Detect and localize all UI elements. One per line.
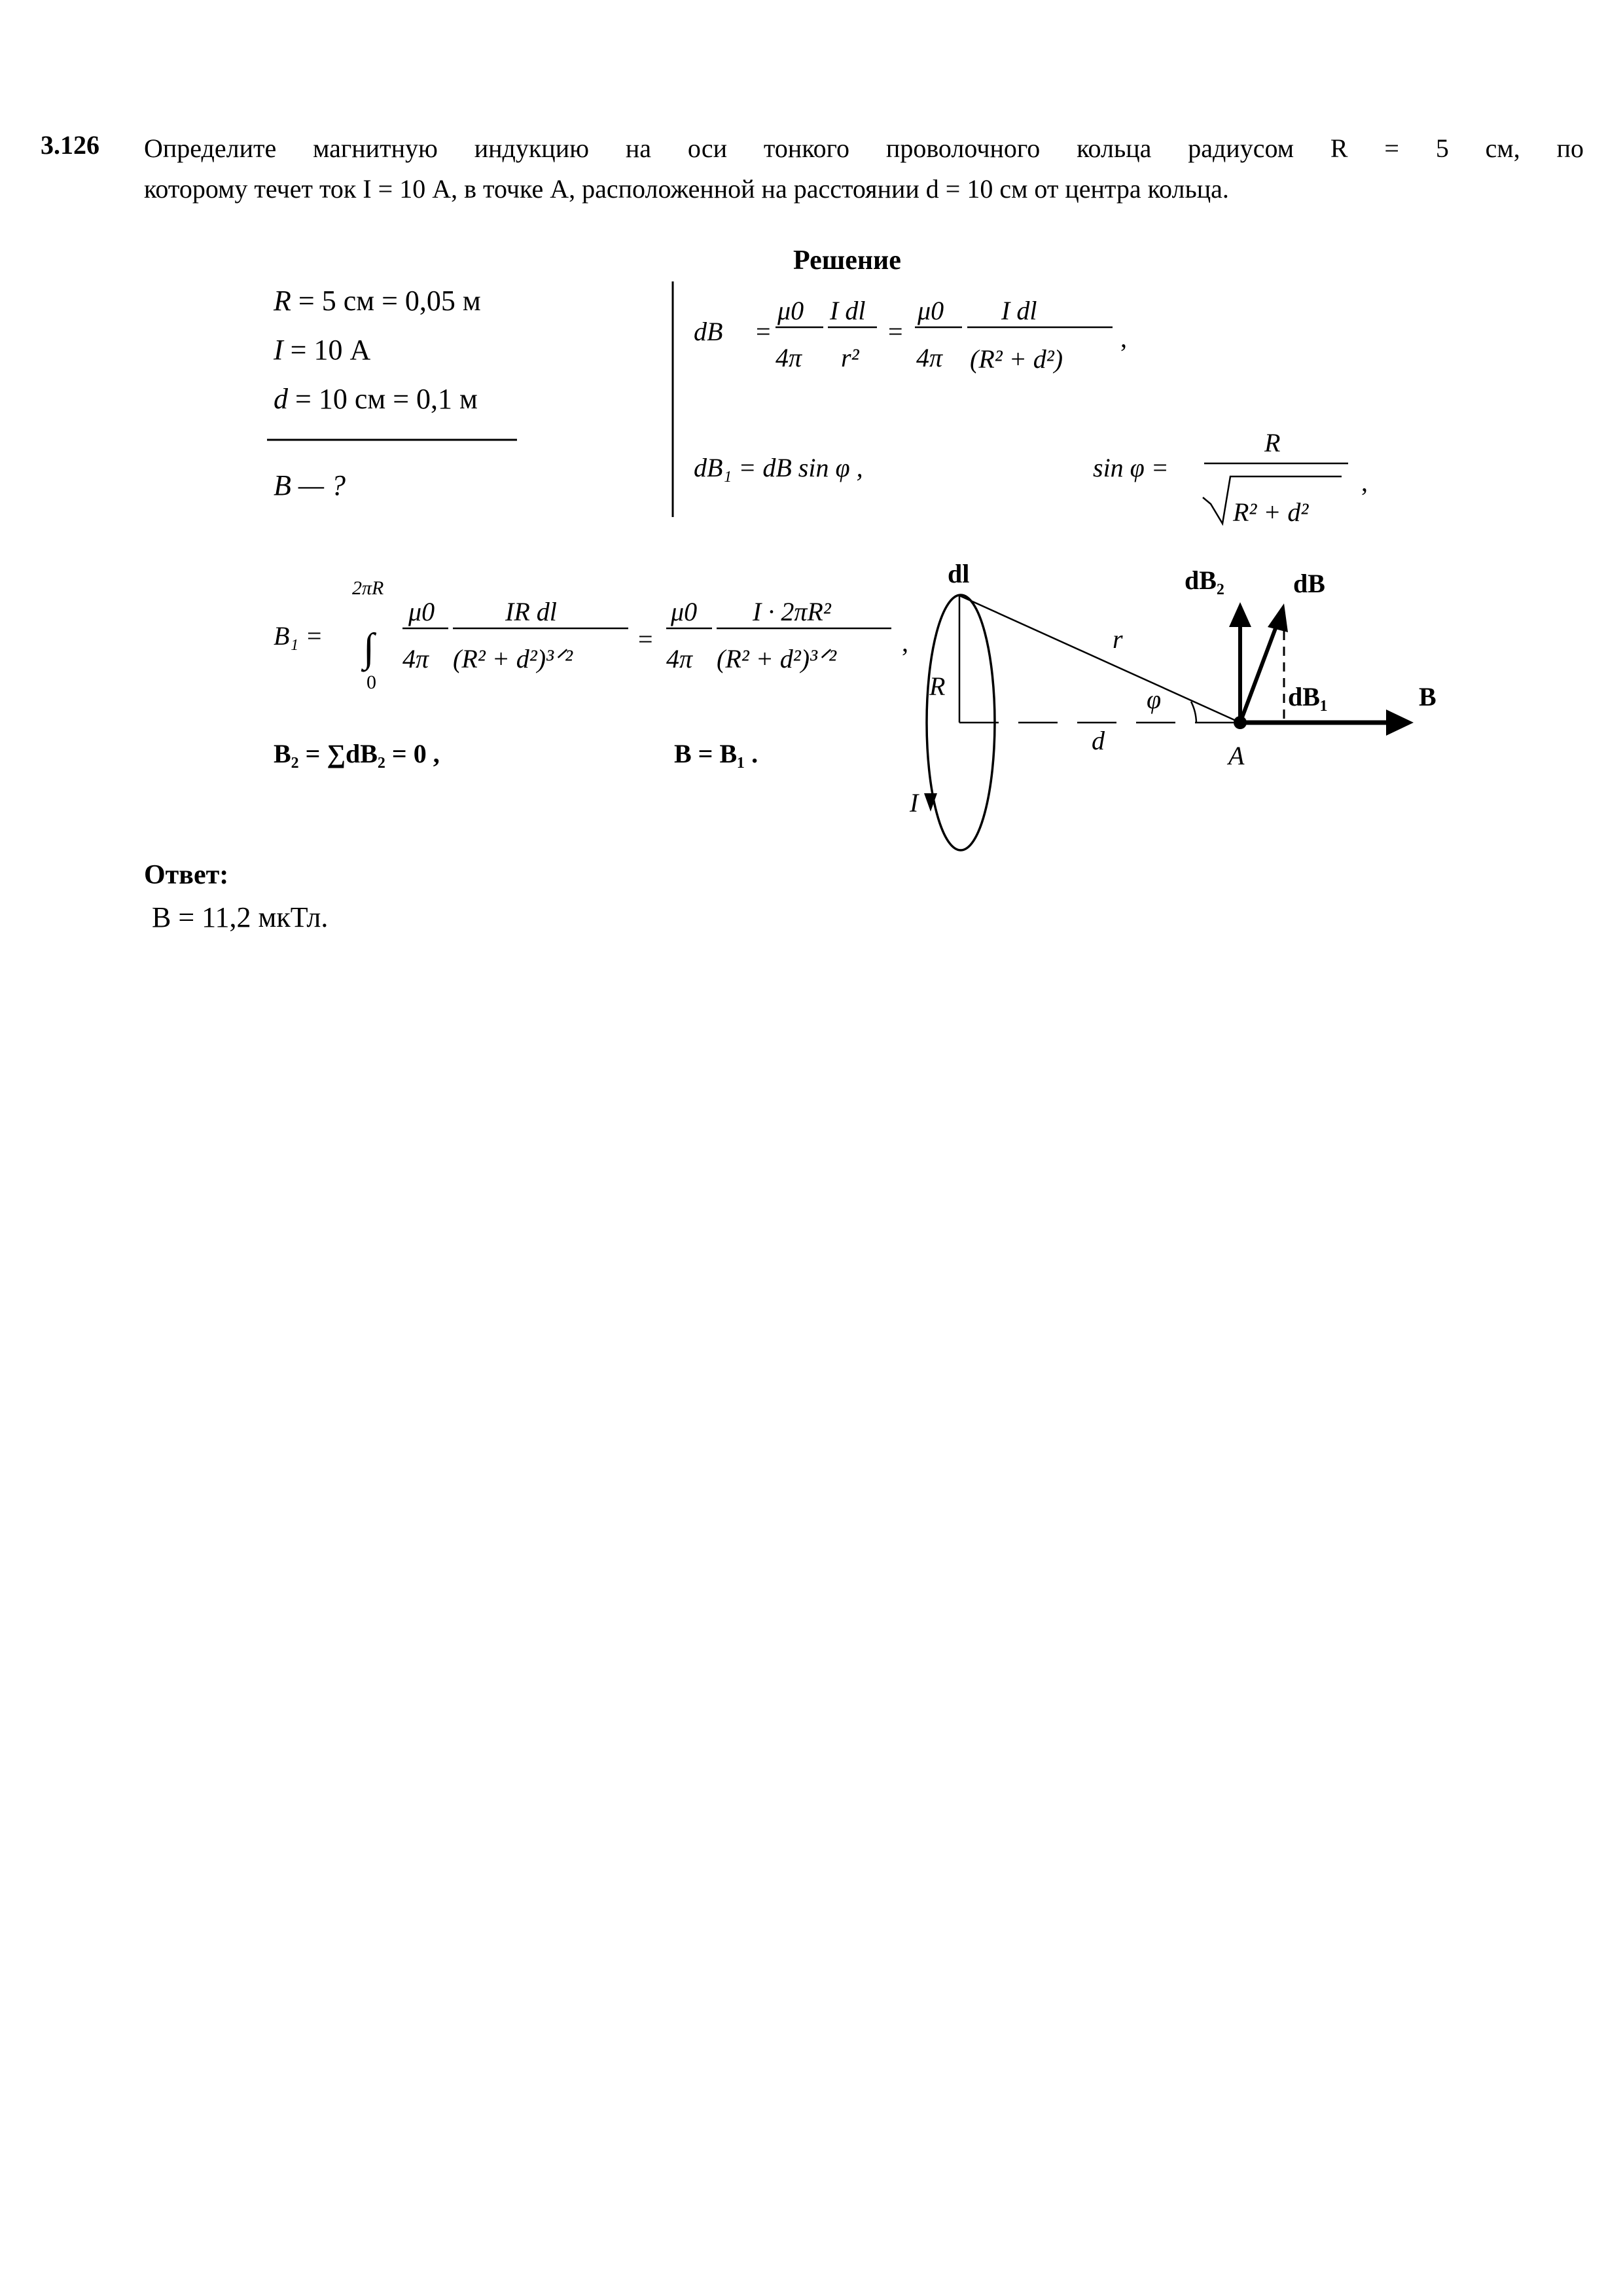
problem-number: 3.126	[41, 130, 99, 160]
frac-mu0-1: μ0	[777, 296, 804, 325]
label-r: r	[1113, 624, 1123, 654]
frac-mu0-2: μ0	[918, 296, 944, 325]
given-radius: R = 5 см = 0,05 м	[274, 285, 481, 317]
answer-label: Ответ:	[144, 860, 229, 890]
answer-value: B = 11,2 мкТл.	[152, 901, 329, 933]
integral-lower: 0	[366, 672, 376, 693]
frac-mu0-4: μ0	[671, 597, 698, 626]
frac-r2-d2: (R² + d²)	[970, 344, 1063, 374]
formula-sinphi: sin φ =	[1093, 453, 1169, 482]
B-arrow-head-icon	[1386, 709, 1414, 736]
problem-text-line1: Определите магнитную индукцию на оси тонкого проволочного кольца радиусом R = 5 см, по	[144, 134, 1584, 163]
frac-R2d2-32-1: (R² + d²)³ᐟ²	[453, 644, 573, 673]
eq-sign: =	[756, 317, 771, 346]
formula-B1: B₁ =	[274, 621, 323, 651]
solution-title: Решение	[793, 245, 901, 276]
formula-dB: dB	[694, 317, 723, 346]
frac-4pi-3: 4π	[402, 644, 429, 673]
problem-text-line2: которому течет ток I = 10 А, в точке А, расположенной на расстоянии d = 10 см от центра кольца.	[144, 174, 1229, 204]
given-find: B — ?	[274, 469, 346, 501]
r-line	[959, 596, 1240, 723]
frac-IRdl: IR dl	[505, 597, 557, 626]
dB2-arrow-head-icon	[1229, 602, 1251, 627]
comma: ,	[1361, 467, 1368, 497]
formula-dB1: dB₁ = dB sin φ ,	[694, 453, 863, 482]
integral-sign: ∫	[363, 626, 374, 670]
frac-R: R	[1264, 428, 1281, 457]
comma: ,	[1120, 323, 1127, 353]
frac-mu0-3: μ0	[408, 597, 435, 626]
frac-I2piR2: I · 2πR²	[753, 597, 831, 626]
given-distance: d = 10 см = 0,1 м	[274, 383, 478, 415]
frac-4pi-2: 4π	[916, 343, 943, 372]
label-R: R	[929, 672, 946, 701]
label-dl: dl	[948, 559, 970, 588]
dB-vector	[1240, 623, 1277, 723]
label-I: I	[910, 788, 919, 817]
eq-sign: =	[888, 317, 903, 346]
label-A: A	[1228, 741, 1245, 770]
frac-idl-1: I dl	[830, 296, 866, 325]
given-current: I = 10 А	[274, 334, 371, 366]
integral-upper: 2πR	[352, 577, 384, 599]
eq-sign: =	[638, 624, 653, 654]
sqrt-R2-d2: R² + d²	[1233, 497, 1309, 527]
frac-idl-2: I dl	[1001, 296, 1037, 325]
phi-arc	[1191, 702, 1196, 723]
formula-B2-sum: B₂ = ∑dB₂ = 0 ,	[274, 739, 440, 768]
label-dB2: dB₂	[1185, 565, 1224, 595]
label-d: d	[1092, 726, 1105, 755]
label-phi: φ	[1147, 685, 1162, 714]
label-dB: dB	[1293, 569, 1325, 598]
label-dB1: dB₁	[1288, 682, 1328, 711]
formula-B-eq: B = B₁ .	[674, 739, 758, 768]
label-B: B	[1419, 682, 1436, 711]
frac-R2d2-32-2: (R² + d²)³ᐟ²	[717, 644, 836, 673]
ring-diagram	[909, 559, 1436, 850]
frac-4pi-4: 4π	[666, 644, 693, 673]
comma: ,	[902, 628, 908, 657]
frac-r2: r²	[841, 343, 859, 372]
frac-4pi-1: 4π	[776, 343, 802, 372]
